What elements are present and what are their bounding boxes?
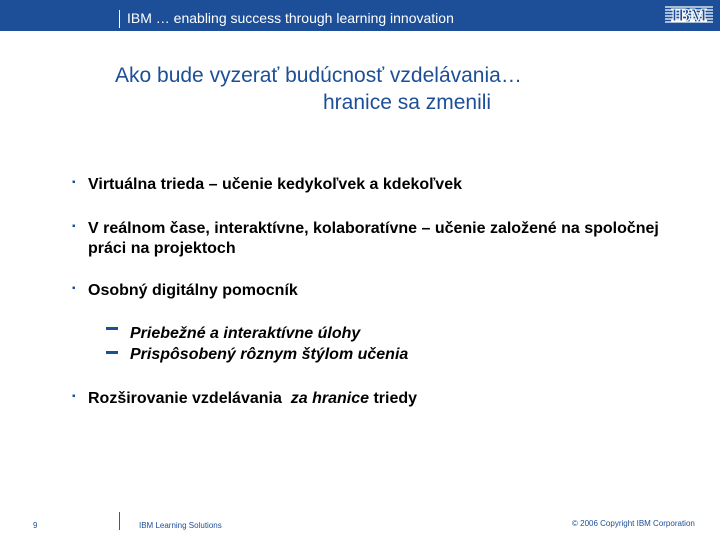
sub-bullet-dash [106, 351, 118, 354]
sub-bullet-text: Priebežné a interaktívne úlohy [130, 325, 361, 342]
bullet-marker: ▪ [72, 177, 76, 188]
bullet-text-italic: za hranice [290, 390, 370, 407]
bullet-item [72, 175, 668, 195]
ibm-logo-text: IBM [671, 5, 707, 25]
sub-bullet-dash [106, 327, 118, 330]
footer-section: IBM Learning Solutions [139, 521, 222, 530]
bullet-text: V reálnom čase, interaktívne, kolaboratívne – učenie založené na spoločnej práci na projektoch [88, 220, 659, 257]
slide-title-line2: hranice sa zmenili [323, 91, 492, 114]
bullet-text-prefix: Rozširovanie vzdelávania [88, 390, 291, 407]
bullet-text: Osobný digitálny pomocník [88, 282, 298, 299]
page-number: 9 [33, 521, 38, 530]
bullet-item [72, 281, 668, 301]
bullet-marker: ▪ [72, 221, 76, 232]
bullet-text-suffix: triedy [369, 390, 418, 407]
slide-title [60, 62, 660, 116]
header-divider [119, 10, 120, 28]
footer-divider [119, 512, 120, 530]
slide-title-line1: Ako bude vyzerať budúcnosť vzdelávania… [115, 64, 522, 87]
bullet-marker: ▪ [72, 283, 76, 294]
header-tagline: IBM … enabling success through learning innovation [127, 10, 454, 26]
header-bar [0, 0, 720, 31]
footer-copyright: © 2006 Copyright IBM Corporation [572, 519, 695, 528]
bullet-item [72, 389, 668, 409]
sub-bullet-text: Prispôsobený rôznym štýlom učenia [130, 346, 409, 363]
bullet-marker: ▪ [72, 391, 76, 402]
bullet-text: Virtuálna trieda – učenie kedykoľvek a kdekoľvek [88, 176, 462, 193]
bullet-item [72, 219, 668, 259]
ibm-logo [664, 4, 714, 26]
